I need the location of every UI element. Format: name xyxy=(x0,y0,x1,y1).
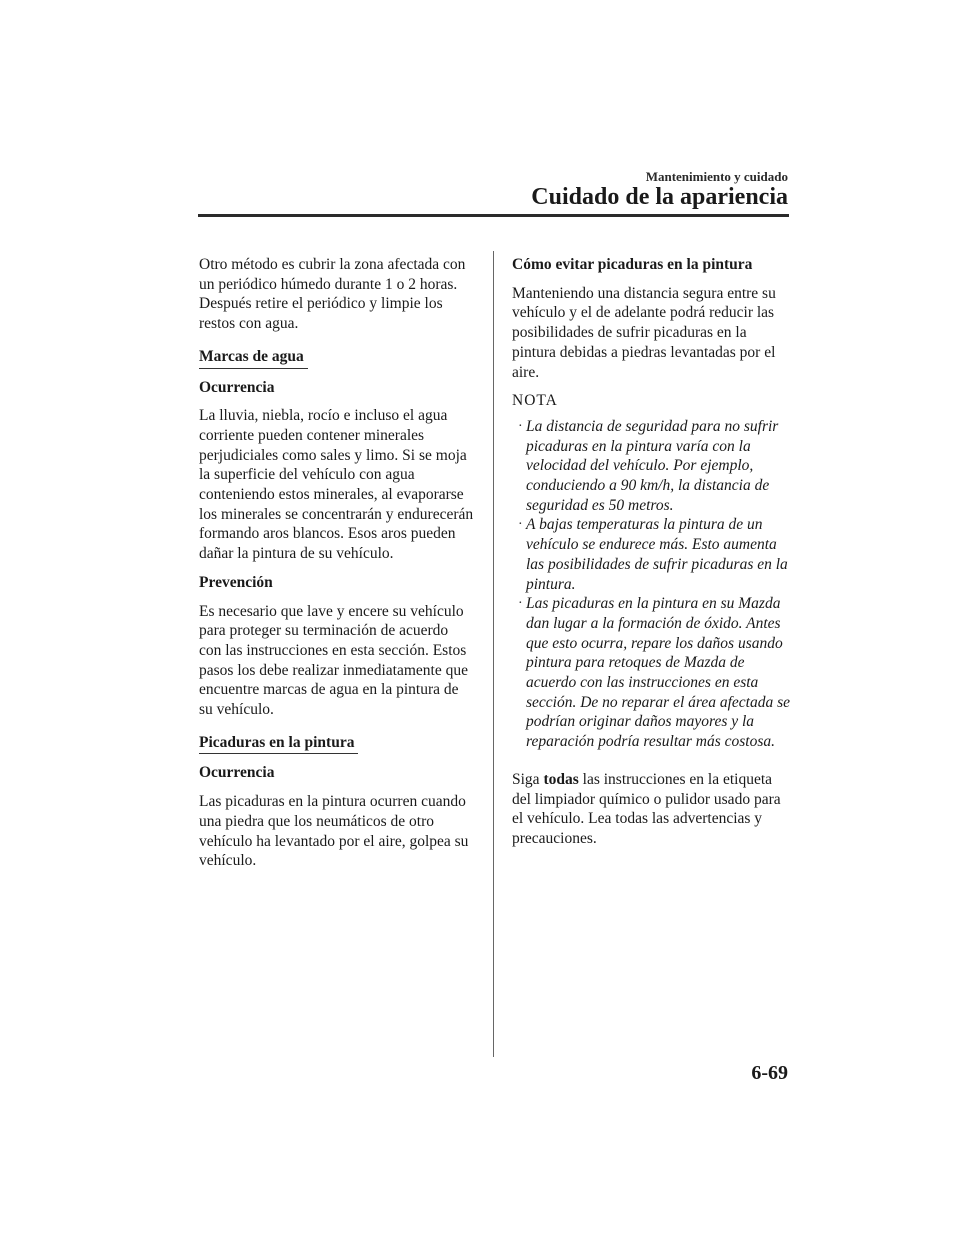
occurrence-heading: Ocurrencia xyxy=(199,378,275,396)
occurrence-paragraph-2: Las picaduras en la pintura ocurren cuando una piedra que los neumáticos de otro vehículo ha levantado por el aire, golpea su vehículo. xyxy=(199,793,469,870)
bullet-icon: · xyxy=(518,418,523,434)
note-text: La distancia de seguridad para no sufrir picaduras en la pintura varía con la velocidad del vehículo. Por ejemplo, conduciendo a 90 km/h, la distancia de seguridad es 50 metros. xyxy=(526,417,779,514)
bullet-icon: · xyxy=(518,596,523,612)
occurrence-heading-2: Ocurrencia xyxy=(199,764,275,782)
note-text: A bajas temperaturas la pintura de un vehículo se endurece más. Esto aumenta las posibilidades de sufrir picaduras en la pintura. xyxy=(526,516,788,593)
section-heading-paint-chips: Picaduras en la pintura xyxy=(199,733,358,755)
page-title: Cuidado de la apariencia xyxy=(531,184,788,210)
page-number: 6-69 xyxy=(751,1062,788,1084)
note-list xyxy=(512,417,792,752)
section-heading-water-marks: Marcas de agua xyxy=(199,347,308,369)
bullet-icon: · xyxy=(518,517,523,533)
closing-suffix: las instrucciones en la etiqueta del limpiador químico o pulidor usado para el vehículo. Lea todas las advertencias y precauciones. xyxy=(512,770,781,847)
note-item xyxy=(512,515,792,594)
prevention-heading: Prevención xyxy=(199,573,273,591)
note-text: Las picaduras en la pintura en su Mazda dan lugar a la formación de óxido. Antes que esto ocurra, repare los daños usando pintura para retoques de Mazda de acuerdo con las instrucciones en esta sección. De no reparar el área afectada se podrían originar daños mayores y la reparación podría resultar más costosa. xyxy=(526,595,791,751)
closing-paragraph xyxy=(512,770,792,849)
column-divider xyxy=(493,251,494,1057)
note-item xyxy=(512,594,792,752)
avoid-chips-heading: Cómo evitar picaduras en la pintura xyxy=(512,256,753,273)
intro-paragraph: Otro método es cubrir la zona afectada con un periódico húmedo durante 1 o 2 horas. Después retire el periódico y limpie los restos con agua. xyxy=(199,256,466,333)
occurrence-paragraph: La lluvia, niebla, rocío e incluso el agua corriente pueden contener minerales perjudiciales como sales y limo. Si se moja la superficie del vehículo con agua conteniendo estos minerales, al evaporarse los minerales se concentrarán y endurecerán formando aros blancos. Esos aros pueden dañar la pintura de su vehículo. xyxy=(199,407,474,563)
left-column xyxy=(199,255,474,880)
note-item xyxy=(512,417,792,516)
header-rule xyxy=(198,214,789,217)
closing-prefix: Siga xyxy=(512,770,544,788)
avoid-chips-paragraph: Manteniendo una distancia segura entre su vehículo y el de adelante podrá reducir las posibilidades de sufrir picaduras en la pintura debidas a piedras levantadas por el aire. xyxy=(512,284,776,381)
right-column xyxy=(512,255,792,858)
chapter-label: Mantenimiento y cuidado xyxy=(645,169,788,184)
closing-bold: todas xyxy=(543,770,579,788)
note-label: NOTA xyxy=(512,392,558,410)
prevention-paragraph: Es necesario que lave y encere su vehículo para proteger su terminación de acuerdo con las instrucciones en esta sección. Estos pasos los debe realizar inmediatamente que encuentre marcas de agua en la pintura de su vehículo. xyxy=(199,602,468,719)
